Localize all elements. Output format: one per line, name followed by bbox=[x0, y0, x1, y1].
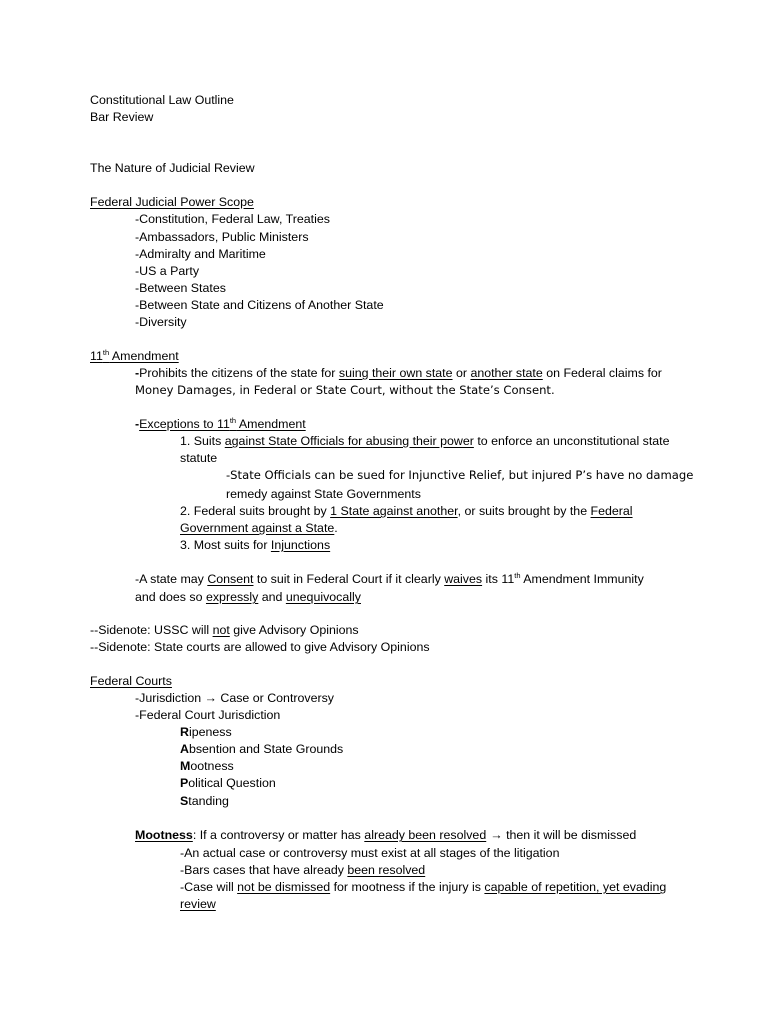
federal-courts-heading: Federal Courts bbox=[90, 674, 172, 688]
exception-1-subnote: -State Officials can be sued for Injunctive Relief, but injured P’s have no damage bbox=[226, 468, 694, 482]
ripeness-mnemonic-item: Standing bbox=[180, 794, 229, 808]
exception-3: 3. Most suits for Injunctions bbox=[180, 538, 331, 552]
exception-1: 1. Suits against State Officials for abusing their power to enforce an unconstitutional state bbox=[180, 434, 670, 448]
mootness-point-continued: review bbox=[180, 897, 216, 911]
mootness-point: -Case will not be dismissed for mootness if the injury is capable of repetition, yet evading bbox=[180, 880, 667, 894]
judicial-power-item: -Ambassadors, Public Ministers bbox=[135, 230, 309, 244]
consent-line-2: and does so expressly and unequivocally bbox=[135, 590, 361, 604]
judicial-power-item: -Admiralty and Maritime bbox=[135, 247, 266, 261]
document-title: Constitutional Law Outline bbox=[90, 93, 234, 107]
federal-court-jurisdiction: -Federal Court Jurisdiction bbox=[135, 708, 281, 722]
judicial-power-heading: Federal Judicial Power Scope bbox=[90, 195, 254, 209]
judicial-power-item: -US a Party bbox=[135, 264, 200, 278]
mootness-point: -An actual case or controversy must exist at all stages of the litigation bbox=[180, 846, 560, 860]
ripeness-mnemonic-item: Ripeness bbox=[180, 725, 232, 739]
document-subtitle: Bar Review bbox=[90, 110, 154, 124]
judicial-power-item: -Constitution, Federal Law, Treaties bbox=[135, 212, 330, 226]
sidenote-advisory-ussc: --Sidenote: USSC will not give Advisory Opinions bbox=[90, 623, 359, 637]
arrow-right-icon: → bbox=[490, 828, 503, 842]
exceptions-heading: -Exceptions to 11th Amendment bbox=[135, 416, 306, 431]
sidenote-advisory-state: --Sidenote: State courts are allowed to give Advisory Opinions bbox=[90, 640, 430, 654]
arrow-right-icon: → bbox=[204, 691, 217, 705]
jurisdiction-line: -Jurisdiction → Case or Controversy bbox=[135, 691, 335, 705]
eleventh-prohibition-line-2: Money Damages, in Federal or State Court, without the State’s Consent. bbox=[135, 383, 555, 397]
ripeness-mnemonic-item: Absention and State Grounds bbox=[180, 742, 344, 756]
consent-line: -A state may Consent to suit in Federal Court if it clearly waives its 11th Amendment Immunity bbox=[135, 571, 644, 586]
eleventh-amendment-heading: 11th Amendment bbox=[90, 348, 179, 363]
judicial-power-item: -Diversity bbox=[135, 315, 187, 329]
mootness-point: -Bars cases that have already been resolved bbox=[180, 863, 426, 877]
exception-1-subnote-2: remedy against State Governments bbox=[226, 487, 421, 501]
exception-1-line-2: statute bbox=[180, 451, 218, 465]
eleventh-prohibition-line: -Prohibits the citizens of the state for suing their own state or another state on Federal claims for bbox=[135, 366, 662, 380]
judicial-power-item: -Between State and Citizens of Another State bbox=[135, 298, 384, 312]
section-title: The Nature of Judicial Review bbox=[90, 161, 255, 175]
ripeness-mnemonic-item: Political Question bbox=[180, 776, 276, 790]
mootness-definition: Mootness: If a controversy or matter has already been resolved → then it will be dismissed bbox=[135, 828, 637, 842]
judicial-power-item: -Between States bbox=[135, 281, 226, 295]
exception-2-line-2: Government against a State. bbox=[180, 521, 338, 535]
ripeness-mnemonic-item: Mootness bbox=[180, 759, 234, 773]
exception-2: 2. Federal suits brought by 1 State against another, or suits brought by the Federal bbox=[180, 504, 633, 518]
